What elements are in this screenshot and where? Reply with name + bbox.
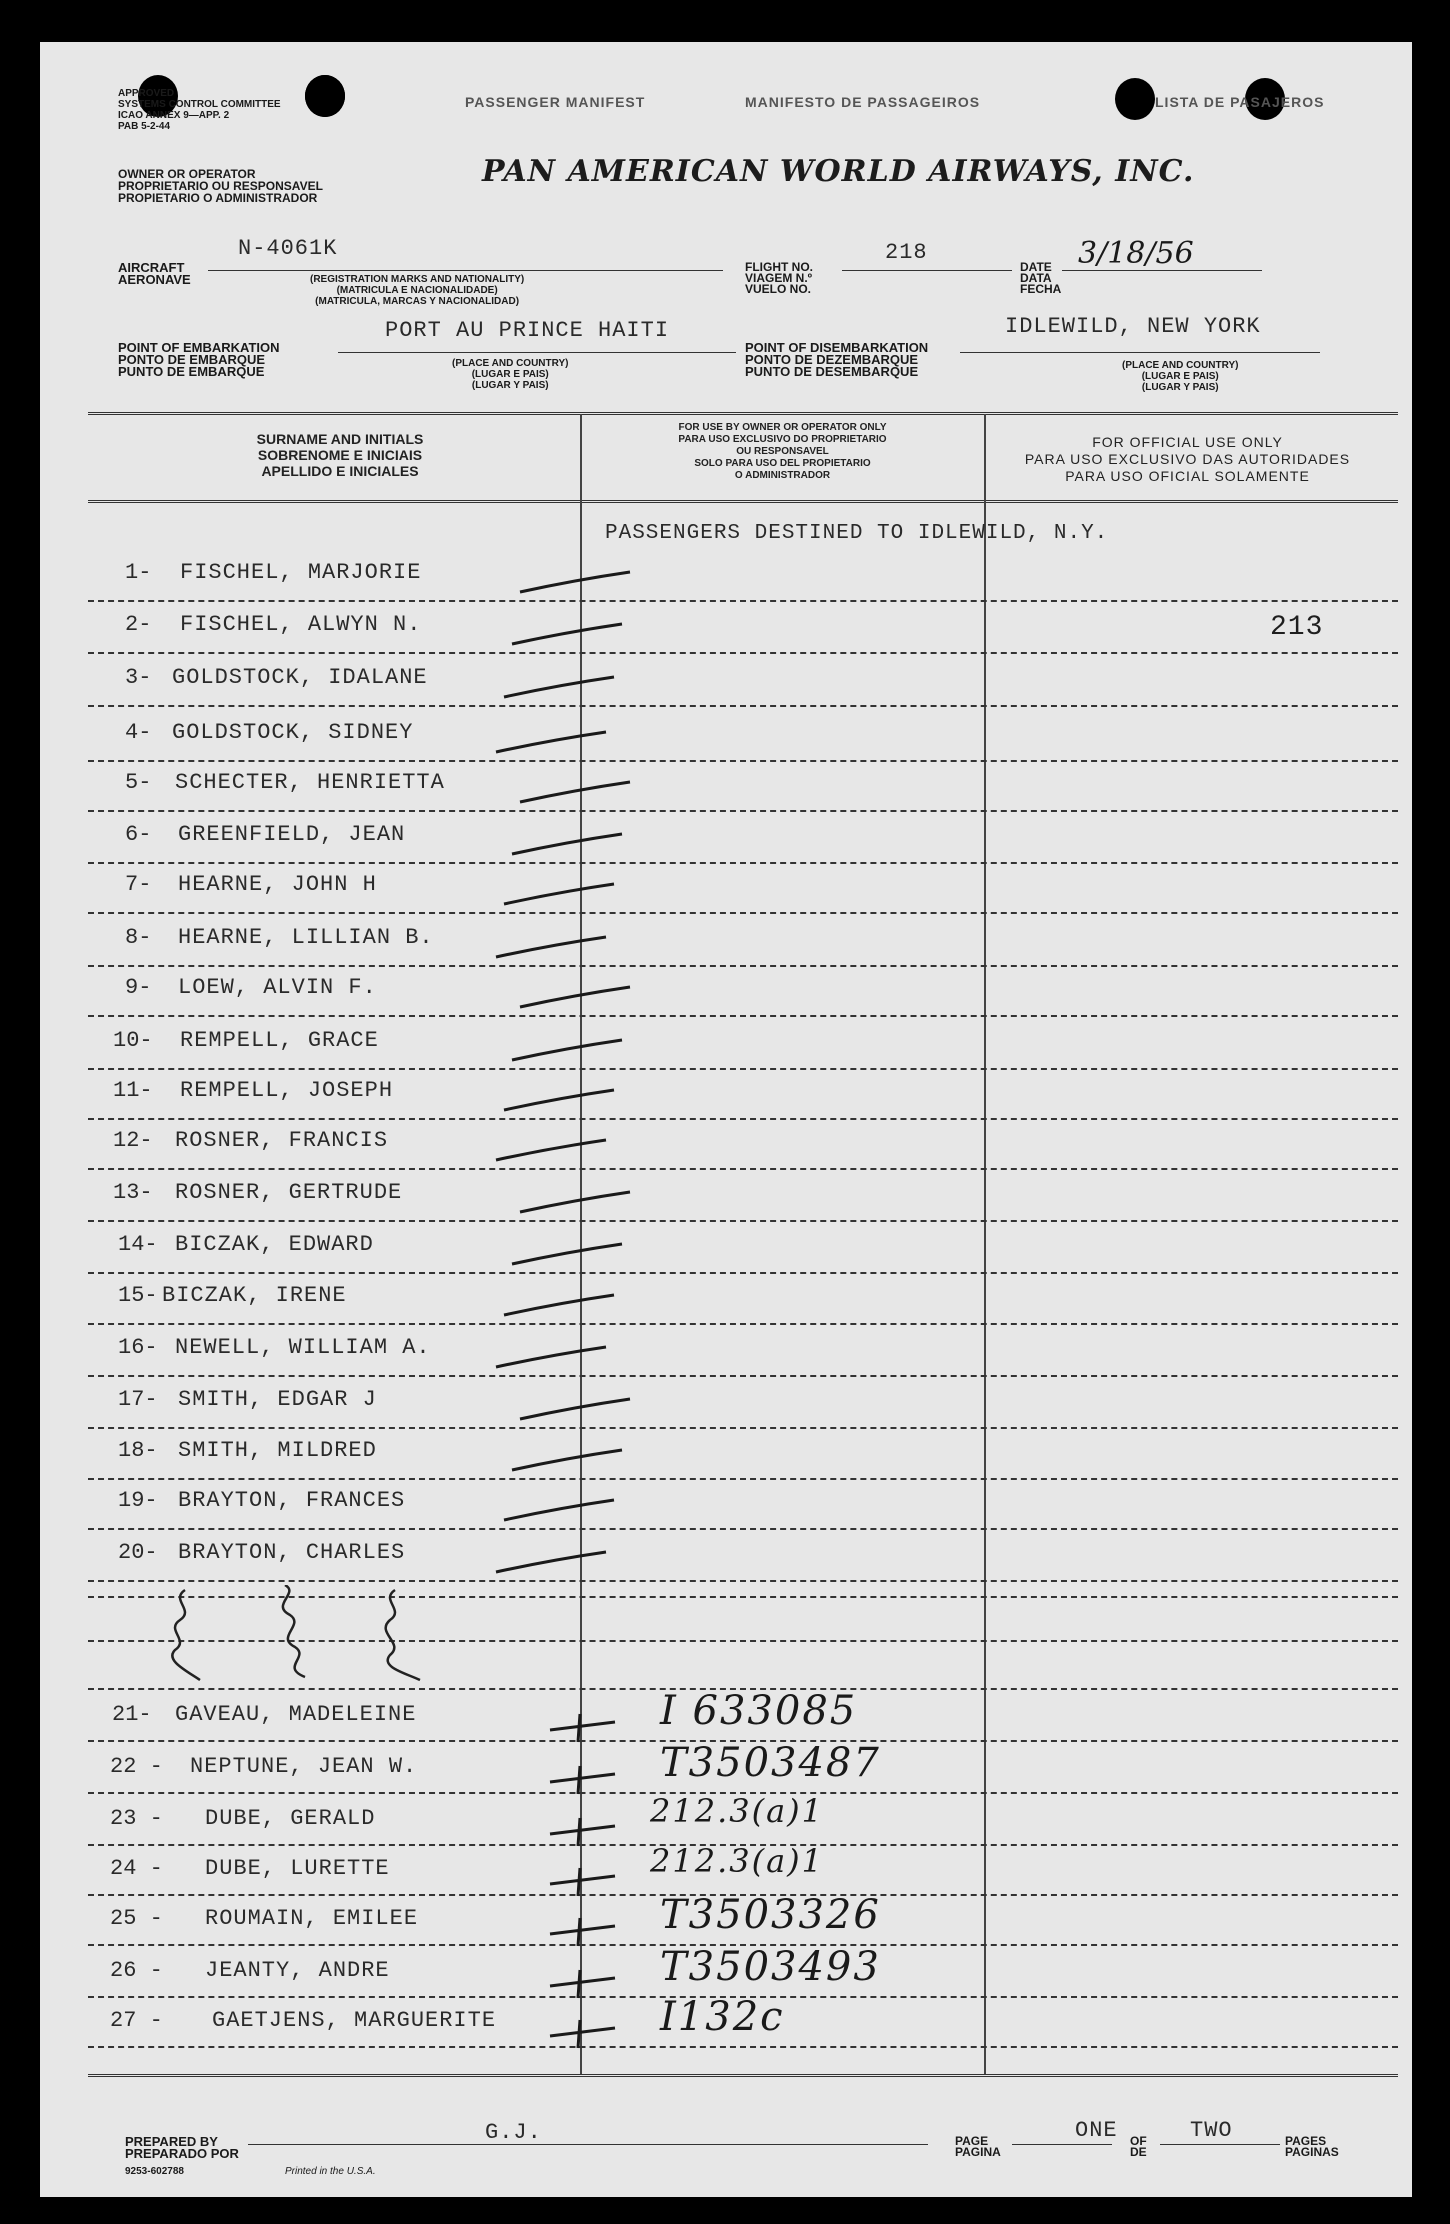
- table-row: [0, 872, 1372, 922]
- table-row: [0, 1387, 1372, 1437]
- row-number: 24 -: [110, 1856, 163, 1881]
- passenger-name: JEANTY, ANDRE: [205, 1958, 390, 1983]
- passenger-name: BICZAK, EDWARD: [175, 1232, 374, 1257]
- passenger-name: FISCHEL, MARJORIE: [180, 560, 422, 585]
- table-row: [0, 665, 1372, 715]
- col-operator-header: FOR USE BY OWNER OR OPERATOR ONLY PARA USO EXCLUSIVO DO PROPRIETARIO OU RESPONSAVEL SOLO PARA USO DEL PROPIETARIO O ADMINISTRADOR: [678, 422, 887, 481]
- destination-note: PASSENGERS DESTINED TO IDLEWILD, N.Y.: [605, 522, 1109, 545]
- table-row: [0, 822, 1372, 872]
- table-row: [0, 1283, 1372, 1333]
- row-rule: [88, 1068, 1398, 1070]
- admission-code: 212.3(a)1: [650, 1792, 825, 1830]
- form-number: 9253-602788: [125, 2166, 184, 2177]
- disembark-label: POINT OF DISEMBARKATION PONTO DE DEZEMBARQUE PUNTO DE DESEMBARQUE: [745, 340, 929, 379]
- row-rule: [88, 652, 1398, 654]
- table-row: [0, 1438, 1372, 1488]
- table-row: [0, 1128, 1372, 1178]
- row-number: 6-: [125, 822, 152, 847]
- passenger-name: GAETJENS, MARGUERITE: [212, 2008, 497, 2033]
- passenger-name: REMPELL, JOSEPH: [180, 1078, 394, 1103]
- row-number: 8-: [125, 925, 152, 950]
- row-number: 25 -: [110, 1906, 163, 1931]
- admission-code: I 633085: [660, 1688, 858, 1734]
- row-number: 10-: [113, 1028, 153, 1053]
- row-number: 26 -: [110, 1958, 163, 1983]
- passenger-name: BICZAK, IRENE: [162, 1283, 347, 1308]
- embark-label: POINT OF EMBARKATION PONTO DE EMBARQUE PUNTO DE EMBARQUE: [118, 340, 280, 379]
- date-label: DATE DATA FECHA: [1020, 260, 1062, 296]
- passenger-name: REMPELL, GRACE: [180, 1028, 379, 1053]
- flight-underline: [842, 270, 1012, 271]
- admission-code: T3503487: [660, 1740, 881, 1786]
- table-top-rule: [88, 412, 1398, 415]
- row-rule: [88, 705, 1398, 707]
- row-number: 27 -: [110, 2008, 163, 2033]
- table-row: [0, 560, 1372, 610]
- admission-code: 212.3(a)1: [650, 1842, 825, 1880]
- row-rule: [88, 862, 1398, 864]
- row-number: 15-: [118, 1283, 158, 1308]
- row-rule: [88, 1323, 1398, 1325]
- admission-code: I132c: [660, 1994, 785, 2040]
- row-number: 12-: [113, 1128, 153, 1153]
- passenger-name: GOLDSTOCK, SIDNEY: [172, 720, 414, 745]
- row-number: 2-: [125, 612, 152, 637]
- row-rule: [88, 912, 1398, 914]
- punch-hole: [305, 75, 345, 117]
- passenger-name: SCHECTER, HENRIETTA: [175, 770, 445, 795]
- passenger-name: SMITH, MILDRED: [178, 1438, 377, 1463]
- form-approval-code: APPROVED SYSTEMS CONTROL COMMITTEE ICAO ANNEX 9—APP. 2 PAB 5-2-44: [118, 88, 281, 132]
- passenger-name: HEARNE, JOHN H: [178, 872, 377, 897]
- passenger-name: ROSNER, GERTRUDE: [175, 1180, 403, 1205]
- pages-underline: [1160, 2144, 1280, 2145]
- row-rule: [88, 1118, 1398, 1120]
- passenger-name: BRAYTON, CHARLES: [178, 1540, 406, 1565]
- passenger-name: BRAYTON, FRANCES: [178, 1488, 406, 1513]
- passenger-name: GREENFIELD, JEAN: [178, 822, 406, 847]
- flight-label: FLIGHT NO. VIAGEM N.º VUELO NO.: [745, 260, 813, 296]
- flight-value: 218: [885, 240, 928, 265]
- pages-value: TWO: [1190, 2118, 1233, 2143]
- operator-name: PAN AMERICAN WORLD AIRWAYS, INC.: [482, 154, 1195, 189]
- row-number: 18-: [118, 1438, 158, 1463]
- row-number: 5-: [125, 770, 152, 795]
- row-rule: [88, 1272, 1398, 1274]
- passenger-name: DUBE, GERALD: [205, 1806, 376, 1831]
- official-mark: 213: [1270, 612, 1324, 643]
- row-number: 20-: [118, 1540, 158, 1565]
- printed-in: Printed in the U.S.A.: [285, 2166, 376, 2177]
- row-number: 22 -: [110, 1754, 163, 1779]
- date-value: 3/18/56: [1078, 236, 1194, 271]
- row-number: 1-: [125, 560, 152, 585]
- page-label: PAGE PAGINA: [955, 2134, 1001, 2159]
- table-row: [0, 1232, 1372, 1282]
- row-number: 21-: [112, 1702, 152, 1727]
- col-surname-header: SURNAME AND INITIALS SOBRENOME E INICIAIS APELLIDO E INICIALES: [256, 431, 424, 479]
- table-row: [0, 1028, 1372, 1078]
- page-underline: [1012, 2144, 1112, 2145]
- disembark-value: IDLEWILD, NEW YORK: [1005, 314, 1261, 339]
- table-row: [0, 720, 1372, 770]
- row-rule: [88, 1375, 1398, 1377]
- aircraft-underline: [208, 270, 723, 271]
- row-rule: [88, 1478, 1398, 1480]
- row-rule: [88, 965, 1398, 967]
- embark-place-caption: (PLACE AND COUNTRY) (LUGAR E PAIS) (LUGAR Y PAIS): [452, 358, 569, 391]
- punch-hole: [1115, 78, 1155, 120]
- passenger-name: HEARNE, LILLIAN B.: [178, 925, 434, 950]
- table-row: [0, 1994, 1372, 2058]
- admission-code: T3503326: [660, 1892, 881, 1938]
- passenger-name: DUBE, LURETTE: [205, 1856, 390, 1881]
- table-row: [0, 975, 1372, 1025]
- prepared-by-label: PREPARED BY PREPARADO POR: [125, 2134, 239, 2161]
- table-row: [0, 1540, 1372, 1590]
- col-official-header: FOR OFFICIAL USE ONLY PARA USO EXCLUSIVO DAS AUTORIDADES PARA USO OFICIAL SOLAMENTE: [1024, 434, 1351, 484]
- row-rule: [88, 1427, 1398, 1429]
- aircraft-label: AIRCRAFT AERONAVE: [118, 260, 191, 287]
- title-es: LISTA DE PASAJEROS: [1155, 94, 1325, 110]
- row-number: 13-: [113, 1180, 153, 1205]
- row-rule: [88, 810, 1398, 812]
- passenger-name: NEPTUNE, JEAN W.: [190, 1754, 418, 1779]
- row-number: 3-: [125, 665, 152, 690]
- row-number: 9-: [125, 975, 152, 1000]
- embark-underline: [338, 352, 736, 353]
- title-en: PASSENGER MANIFEST: [465, 94, 646, 110]
- prepared-by-value: G.J.: [485, 2120, 542, 2145]
- row-rule: [88, 1220, 1398, 1222]
- table-row: [0, 1335, 1372, 1385]
- passenger-name: FISCHEL, ALWYN N.: [180, 612, 422, 637]
- disembark-place-caption: (PLACE AND COUNTRY) (LUGAR E PAIS) (LUGAR Y PAIS): [1122, 360, 1239, 393]
- row-number: 23 -: [110, 1806, 163, 1831]
- admission-code: T3503493: [660, 1944, 881, 1990]
- aircraft-value: N-4061K: [238, 236, 338, 261]
- row-rule: [88, 1528, 1398, 1530]
- footer-rule: [88, 2074, 1398, 2077]
- disembark-underline: [960, 352, 1320, 353]
- passenger-name: LOEW, ALVIN F.: [178, 975, 377, 1000]
- row-rule: [88, 1168, 1398, 1170]
- table-row: [0, 1180, 1372, 1230]
- row-number: 7-: [125, 872, 152, 897]
- title-pt: MANIFESTO DE PASSAGEIROS: [745, 94, 981, 110]
- row-rule: [88, 600, 1398, 602]
- row-rule: [88, 760, 1398, 762]
- omission-marks: [150, 1585, 490, 1690]
- header-bottom-rule: [88, 500, 1398, 503]
- passenger-name: ROSNER, FRANCIS: [175, 1128, 389, 1153]
- row-rule: [88, 1580, 1398, 1582]
- table-row: [0, 1078, 1372, 1128]
- passenger-name: ROUMAIN, EMILEE: [205, 1906, 419, 1931]
- pages-label: PAGES PAGINAS: [1285, 2134, 1339, 2159]
- passenger-name: GOLDSTOCK, IDALANE: [172, 665, 428, 690]
- row-rule: [88, 1015, 1398, 1017]
- passenger-name: NEWELL, WILLIAM A.: [175, 1335, 431, 1360]
- prepared-by-underline: [248, 2144, 928, 2145]
- table-row: [0, 925, 1372, 975]
- row-number: 11-: [113, 1078, 153, 1103]
- owner-label: OWNER OR OPERATOR PROPRIETARIO OU RESPONSAVEL PROPIETARIO O ADMINISTRADOR: [118, 167, 323, 205]
- row-number: 17-: [118, 1387, 158, 1412]
- table-row: [0, 1488, 1372, 1538]
- row-number: 14-: [118, 1232, 158, 1257]
- passenger-name: SMITH, EDGAR J: [178, 1387, 377, 1412]
- row-rule: [88, 2046, 1398, 2048]
- of-label: OF DE: [1130, 2134, 1147, 2159]
- registration-caption: (REGISTRATION MARKS AND NATIONALITY) (MATRICULA E NACIONALIDADE) (MATRICULA, MARCAS Y NACIONALIDAD): [310, 274, 525, 307]
- passenger-name: GAVEAU, MADELEINE: [175, 1702, 417, 1727]
- table-row: [0, 770, 1372, 820]
- embark-value: PORT AU PRINCE HAITI: [385, 318, 670, 343]
- page-value: ONE: [1075, 2118, 1118, 2143]
- row-number: 16-: [118, 1335, 158, 1360]
- table-row: [0, 612, 1372, 662]
- row-number: 19-: [118, 1488, 158, 1513]
- row-number: 4-: [125, 720, 152, 745]
